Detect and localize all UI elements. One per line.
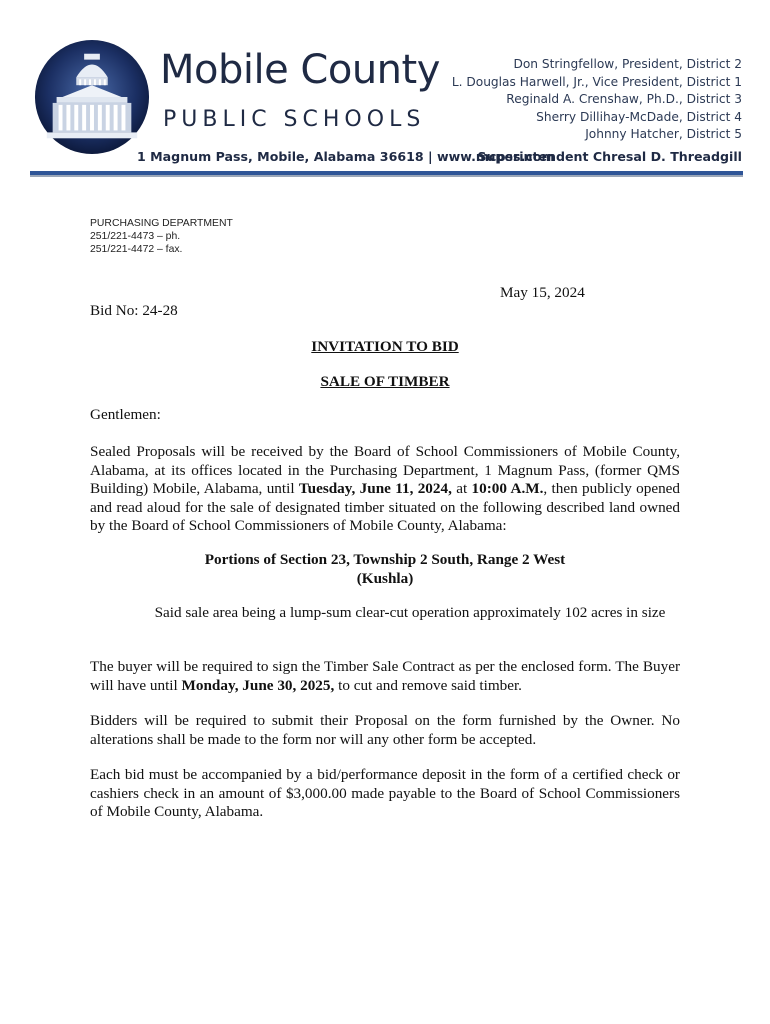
text-run-bold: Tuesday, June 11, 2024, [298,480,452,498]
school-seal-logo [33,38,151,156]
department-block [90,217,233,256]
legal-line: (Kushla) [356,569,414,587]
heading-invitation: INVITATION TO BID [311,338,459,355]
letter-date: May 15, 2024 [500,284,585,301]
text-run: at [451,480,472,498]
department-fax: 251/221-4472 – fax. [90,244,183,255]
board-member: Sherry Dillihay-McDade, District 4 [536,109,742,124]
header-rule-shadow [30,175,743,177]
board-members-list [452,56,742,144]
text-run: Sealed Proposals will be received by the Board of School Commissioners of Mobile County, Alabama, at its offices located in the Purchasing Department, 1 Magnum Pass, (former QMS Building) Mobile, Alabama, until [90,443,680,498]
legal-description [0,551,770,588]
superintendent-line: Superintendent Chresal D. Threadgill [477,149,742,164]
heading-sale: SALE OF TIMBER [320,373,450,390]
text-run: to cut and remove said timber. [334,676,522,694]
paragraph-contract [90,658,680,695]
text-run: The buyer will be required to sign the Timber Sale Contract as per the enclosed form. The Buyer will have until [90,658,680,694]
board-member: Johnny Hatcher, District 5 [585,127,742,141]
department-name: PURCHASING DEPARTMENT [90,218,233,229]
text-run: , then publicly opened and read aloud for the sale of designated timber situated on the following described land owned by the Board of School Commissioners of Mobile County, Alabama: [90,480,680,535]
board-member: Don Stringfellow, President, District 2 [513,57,742,71]
text-run-bold: 10:00 A.M. [471,480,544,498]
sale-area-text: Said sale area being a lump-sum clear-cut operation approximately 102 acres in size [154,604,666,621]
brand-subtitle: PUBLIC SCHOOLS [163,107,426,132]
text-run-bold: Monday, June 30, 2025, [181,676,335,694]
salutation: Gentlemen: [90,406,161,423]
bid-number: Bid No: 24-28 [90,302,178,319]
department-phone: 251/221-4473 – ph. [90,231,181,242]
paragraph-proposals [90,443,680,536]
address-line: 1 Magnum Pass, Mobile, Alabama 36618 | www.mcpss.com [137,149,555,164]
board-member: L. Douglas Harwell, Jr., Vice President, District 1 [451,74,742,89]
brand-name: Mobile County [160,47,440,93]
board-member: Reginald A. Crenshaw, Ph.D., District 3 [506,92,742,106]
legal-line: Portions of Section 23, Township 2 South, Range 2 West [204,551,566,568]
paragraph-deposit: Each bid must be accompanied by a bid/performance deposit in the form of a certified check or cashiers check in an amount of $3,000.00 made payable to the Board of School Commissioners of Mobile County, Alabama. [90,766,680,821]
paragraph-form: Bidders will be required to submit their Proposal on the form furnished by the Owner. No alterations shall be made to the form nor will any other form be accepted. [90,712,680,748]
